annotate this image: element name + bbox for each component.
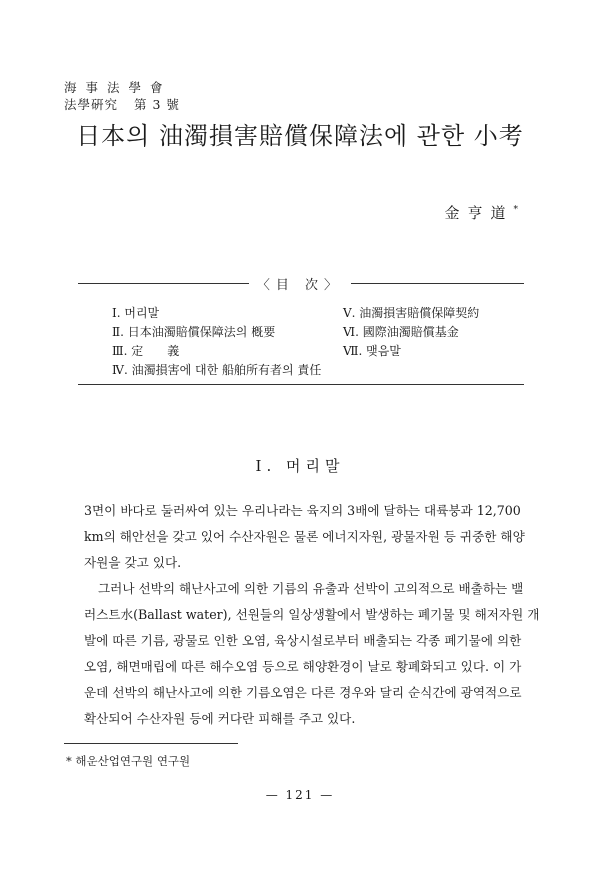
- body-line-1: 3면이 바다로 둘러싸여 있는 우리나라는 육지의 3배에 달하는 대륙붕과 12,700: [84, 503, 521, 518]
- body-line-4: 그러나 선박의 해난사고에 의한 기름의 유출과 선박이 고의적으로 배출하는 밸: [98, 581, 524, 596]
- toc-heading: 〈目 次〉: [249, 278, 351, 293]
- toc-item-6: Ⅵ. 國際油濁賠償基金: [343, 325, 459, 339]
- volume-number: 第 3 號: [134, 97, 180, 112]
- journal-line: [64, 95, 180, 113]
- toc-item-7: Ⅶ. 맺음말: [343, 344, 401, 358]
- toc-heading-wrap: [0, 274, 600, 293]
- page-number: — 121 —: [265, 788, 335, 802]
- toc-item-1: Ⅰ. 머리말: [112, 306, 160, 320]
- body-line-5: 러스트水(Ballast water), 선원들의 일상생활에서 발생하는 폐기물 및 해저자원 개: [84, 607, 540, 622]
- body-line-8: 운데 선박의 해난사고에 의한 기름오염은 다른 경우와 달리 순식간에 광역적으로: [84, 685, 522, 700]
- society-name: 海事法學會: [64, 80, 172, 95]
- toc-item-2: Ⅱ. 日本油濁賠償保障法의 槪要: [112, 325, 276, 339]
- toc-item-3: Ⅲ. 定 義: [112, 344, 180, 358]
- body-line-2: km의 해안선을 갖고 있어 수산자원은 물론 에너지자원, 광물자원 등 귀중한 해양: [84, 529, 525, 544]
- journal-name: 法學硏究: [64, 97, 119, 112]
- body-line-9: 확산되어 수산자원 등에 커다란 피해를 주고 있다.: [84, 711, 356, 726]
- toc-item-4: Ⅳ. 油濁損害에 대한 船舶所有者의 責任: [112, 363, 322, 377]
- body-line-7: 오염, 해면매립에 따른 해수오염 등으로 해양환경이 날로 황폐화되고 있다. 이 가: [84, 659, 522, 674]
- author-line: [444, 202, 518, 223]
- section-heading: Ⅰ. 머리말: [255, 457, 345, 475]
- author-name: 金亨道: [444, 204, 514, 222]
- footnote-rule: [64, 743, 238, 744]
- footnote: * 해운산업연구원 연구원: [66, 754, 191, 768]
- author-footnote-mark: *: [513, 205, 518, 215]
- body-line-6: 발에 따른 기름, 광물로 인한 오염, 육상시설로부터 배출되는 각종 폐기물에 의한: [84, 633, 522, 648]
- paper-title: 日本의 油濁損害賠償保障法에 관한 小考: [76, 122, 524, 150]
- toc-item-5: Ⅴ. 油濁損害賠償保障契約: [343, 306, 480, 320]
- body-line-3: 자원을 갖고 있다.: [84, 555, 182, 570]
